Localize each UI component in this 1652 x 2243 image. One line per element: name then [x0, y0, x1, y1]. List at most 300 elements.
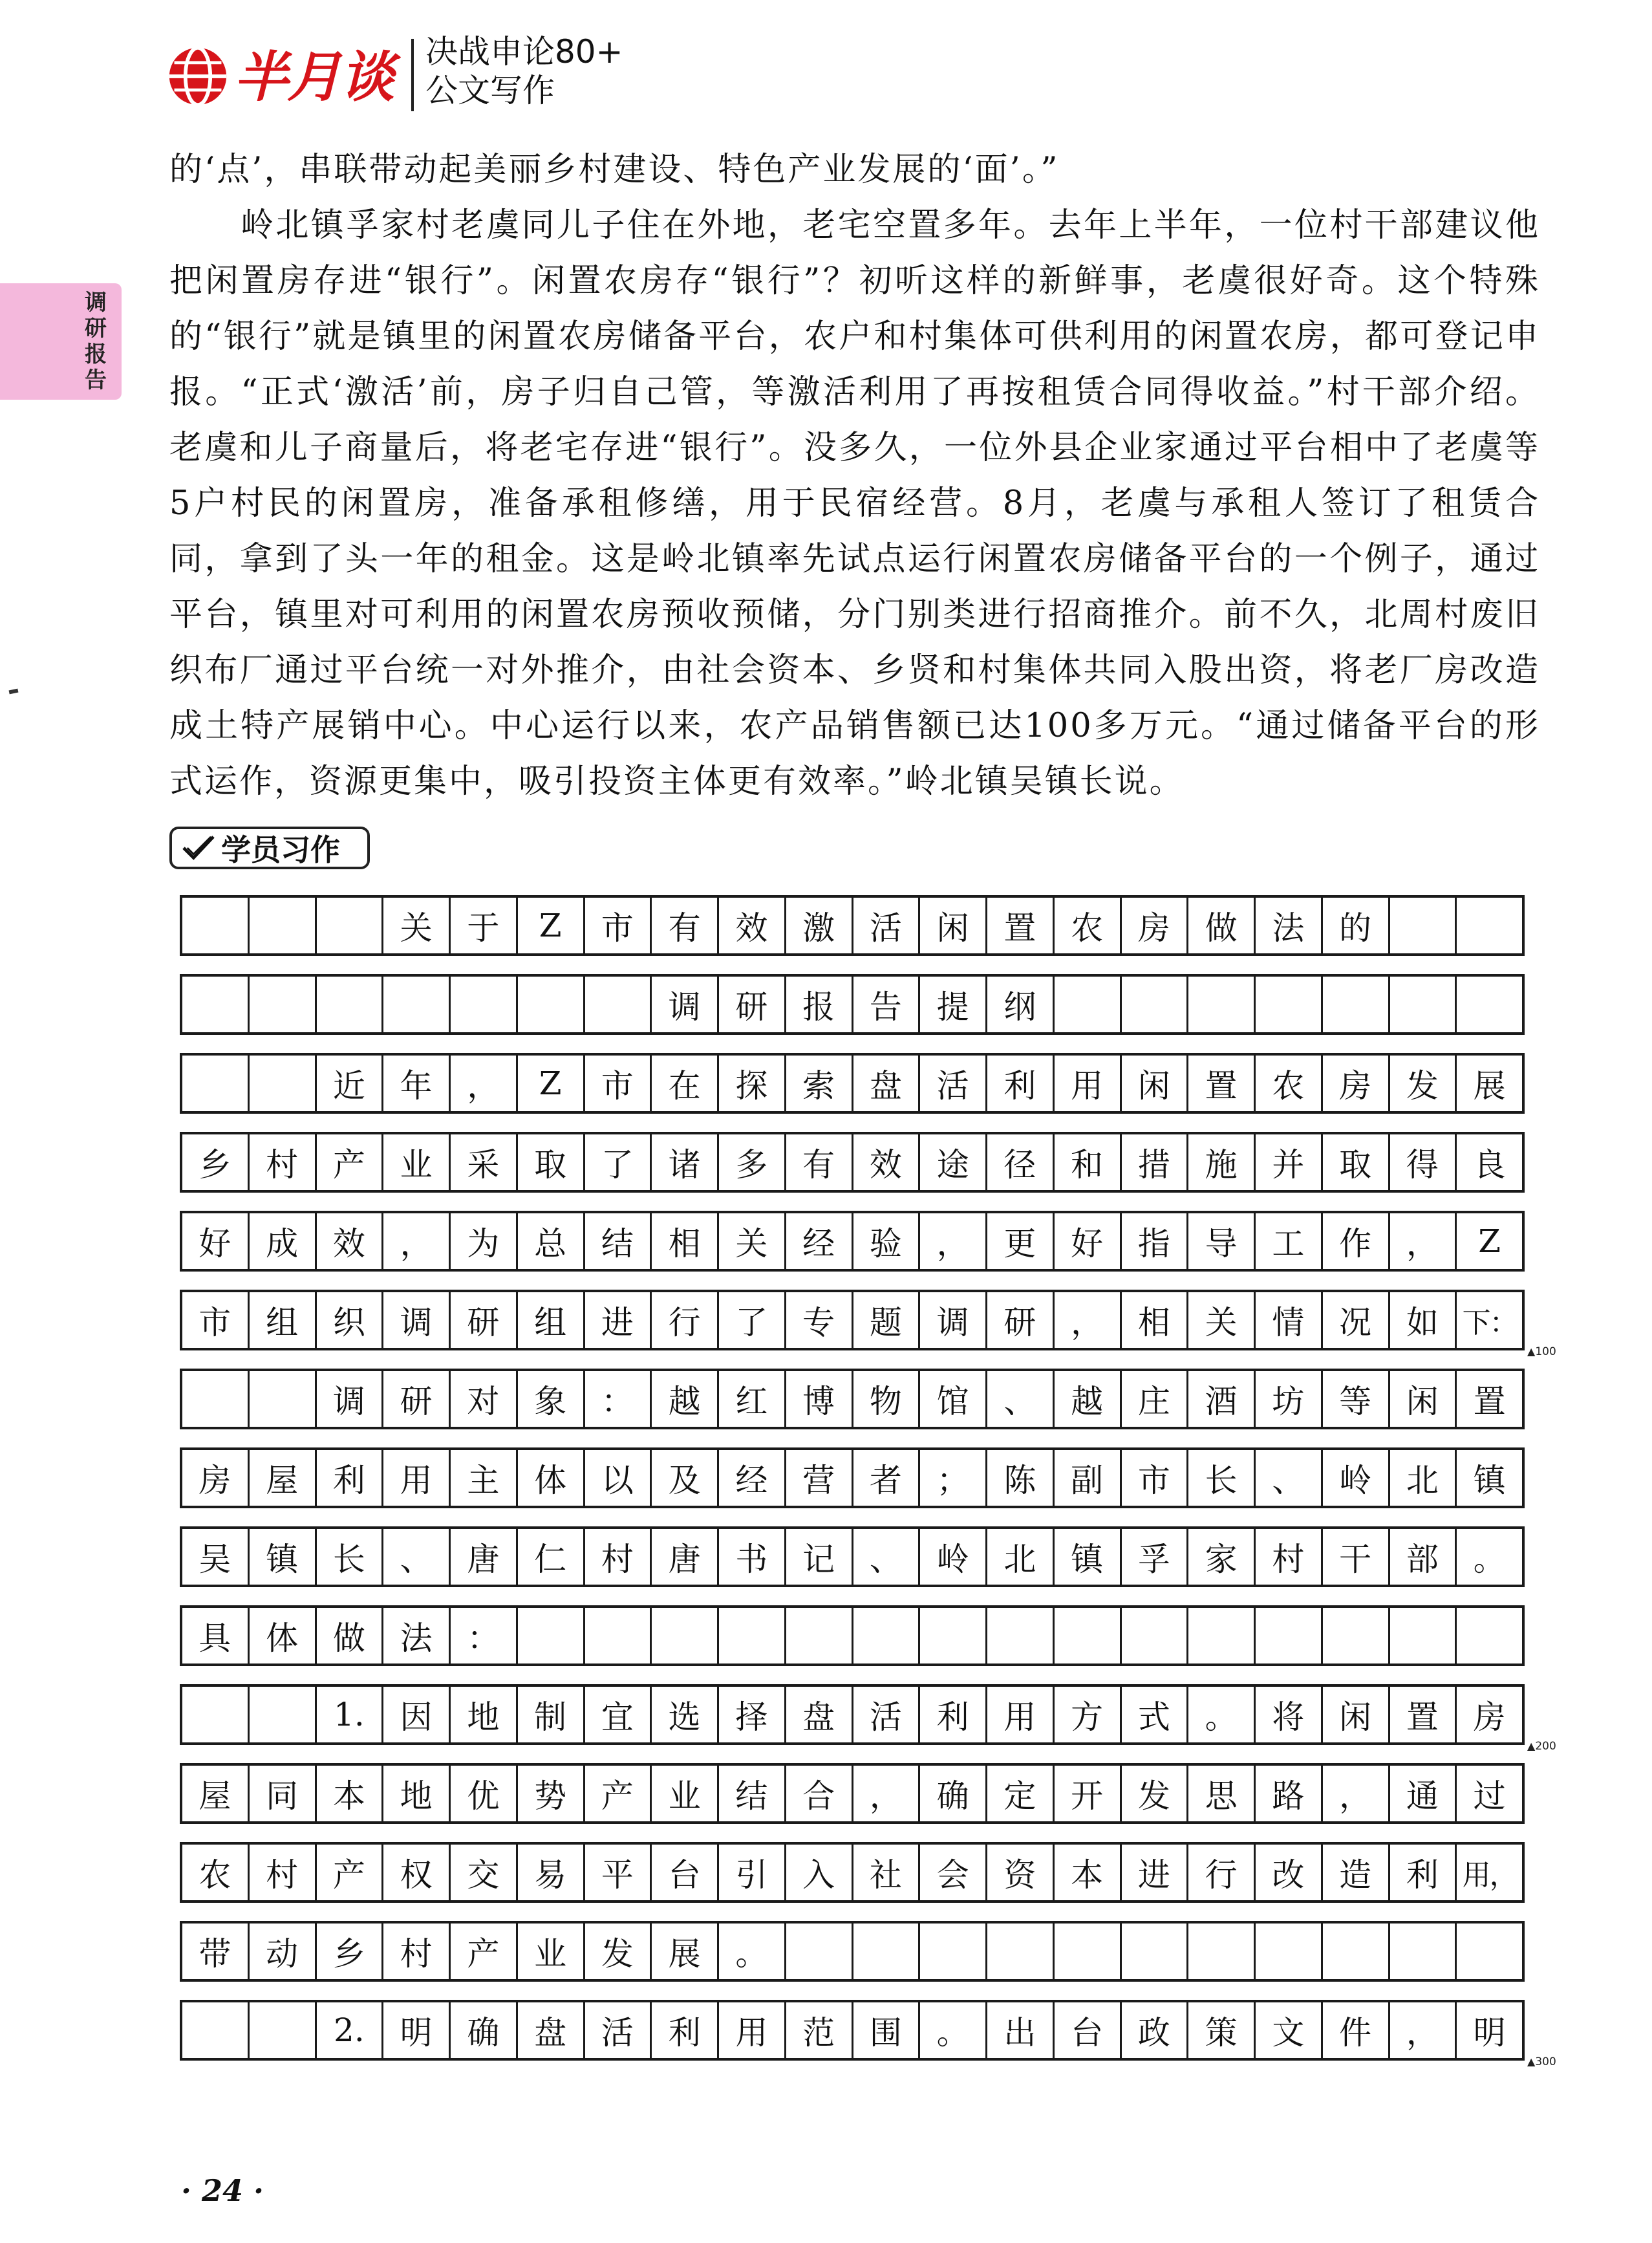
grid-cell: 体 — [518, 1450, 585, 1506]
grid-row — [180, 1526, 1525, 1587]
grid-row — [180, 1132, 1525, 1193]
grid-cell: 合 — [786, 1766, 853, 1821]
book-subtitle: 公文写作 — [425, 72, 555, 109]
grid-cell: 进 — [1122, 1845, 1189, 1900]
grid-cell — [1188, 977, 1256, 1032]
grid-cell: 定 — [987, 1766, 1055, 1821]
grid-cell: 有 — [652, 898, 719, 953]
word-count-marker: ▲100 — [1527, 1345, 1556, 1358]
header-divider — [411, 39, 414, 111]
grid-cell: 记 — [786, 1529, 853, 1585]
grid-cell: ； — [920, 1450, 987, 1506]
grid-cell — [1055, 977, 1122, 1032]
grid-cell — [1323, 977, 1390, 1032]
grid-cell: 用， — [1462, 1859, 1517, 1892]
grid-cell: 政 — [1122, 2002, 1189, 2058]
grid-cell — [182, 1056, 250, 1111]
grid-row — [180, 1447, 1525, 1508]
red-globe-logo-icon — [167, 45, 229, 107]
word-count-marker: ▲200 — [1527, 1740, 1556, 1753]
grid-cell: 业 — [383, 1134, 451, 1190]
grid-cell: 明 — [383, 2002, 451, 2058]
grid-cell — [987, 1608, 1055, 1663]
grid-cell: 下： — [1462, 1306, 1517, 1339]
grid-cell: 将 — [1256, 1687, 1323, 1742]
grid-cell: 择 — [719, 1687, 786, 1742]
grid-cell: 村 — [1256, 1529, 1323, 1585]
grid-cell: 势 — [518, 1766, 585, 1821]
page-number: · 24 · — [181, 2173, 264, 2208]
grid-cell: 围 — [853, 2002, 921, 2058]
grid-cell: 盘 — [853, 1056, 921, 1111]
grid-cell: 出 — [987, 2002, 1055, 2058]
grid-cell: 馆 — [920, 1371, 987, 1427]
grid-cell: 镇 — [1055, 1529, 1122, 1585]
grid-cell: 途 — [920, 1134, 987, 1190]
grid-cell — [1390, 1608, 1457, 1663]
grid-cell: 房 — [1323, 1056, 1390, 1111]
grid-cell: 置 — [987, 898, 1055, 953]
grid-cell: 关 — [1188, 1292, 1256, 1348]
grid-cell: 坊 — [1256, 1371, 1323, 1427]
grid-cell — [652, 1608, 719, 1663]
grid-cell: 入 — [786, 1845, 853, 1900]
grid-cell: 长 — [317, 1529, 384, 1585]
grid-cell: 成 — [250, 1213, 317, 1269]
grid-row — [180, 1211, 1525, 1272]
grid-cell: 房 — [182, 1450, 250, 1506]
grid-cell: 宜 — [585, 1687, 652, 1742]
grid-cell: 对 — [451, 1371, 518, 1427]
grid-cell: 经 — [719, 1450, 786, 1506]
grid-cell — [1323, 1608, 1390, 1663]
grid-cell: 镇 — [1473, 1462, 1506, 1499]
grid-cell: 发 — [1390, 1056, 1457, 1111]
grid-cell: 交 — [451, 1845, 518, 1900]
grid-cell: 工 — [1256, 1213, 1323, 1269]
grid-cell: 干 — [1323, 1529, 1390, 1585]
grid-cell: 范 — [786, 2002, 853, 2058]
grid-cell — [1188, 1608, 1256, 1663]
section-label-text: 学员习作 — [221, 832, 340, 867]
grid-cell: 思 — [1188, 1766, 1256, 1821]
grid-cell: 副 — [1055, 1450, 1122, 1506]
grid-cell: 用 — [987, 1687, 1055, 1742]
grid-cell: 唐 — [652, 1529, 719, 1585]
grid-cell: 书 — [719, 1529, 786, 1585]
grid-cell: 告 — [853, 977, 921, 1032]
grid-cell — [1055, 1608, 1122, 1663]
grid-cell: 吴 — [182, 1529, 250, 1585]
grid-cell: 导 — [1188, 1213, 1256, 1269]
grid-cell: 台 — [1055, 2002, 1122, 2058]
grid-cell: 专 — [786, 1292, 853, 1348]
grid-cell — [1390, 1923, 1457, 1979]
grid-cell: 有 — [786, 1134, 853, 1190]
grid-cell: 年 — [383, 1056, 451, 1111]
grid-cell: 如 — [1390, 1292, 1457, 1348]
grid-cell: 采 — [451, 1134, 518, 1190]
grid-cell: 多 — [719, 1134, 786, 1190]
grid-cell: 活 — [853, 898, 921, 953]
grid-cell — [182, 2002, 250, 2058]
grid-cell: 仁 — [518, 1529, 585, 1585]
grid-cell: 更 — [987, 1213, 1055, 1269]
grid-cell: 体 — [250, 1608, 317, 1663]
grid-cell: 动 — [250, 1923, 317, 1979]
grid-cell: 良 — [1473, 1146, 1506, 1184]
grid-cell — [1390, 977, 1457, 1032]
grid-cell: 部 — [1390, 1529, 1457, 1585]
grid-cell — [182, 977, 250, 1032]
grid-cell: 闲 — [1390, 1371, 1457, 1427]
grid-cell: 产 — [317, 1845, 384, 1900]
grid-cell: 确 — [451, 2002, 518, 2058]
grid-cell: 农 — [1256, 1056, 1323, 1111]
grid-cell: 总 — [518, 1213, 585, 1269]
check-icon — [180, 833, 217, 863]
grid-cell: 会 — [920, 1845, 987, 1900]
grid-cell — [585, 1608, 652, 1663]
grid-cell: 置 — [1188, 1056, 1256, 1111]
grid-cell: 因 — [383, 1687, 451, 1742]
grid-cell — [1457, 898, 1522, 953]
grid-cell — [451, 977, 518, 1032]
grid-cell: 于 — [451, 898, 518, 953]
grid-cell: 提 — [920, 977, 987, 1032]
grid-cell — [1256, 1608, 1323, 1663]
grid-cell — [1188, 1923, 1256, 1979]
grid-row — [180, 1053, 1525, 1114]
article-paragraph: 岭北镇孚家村老虞同儿子住在外地，老宅空置多年。去年上半年，一位村干部建议他把闲置房存进“银行”。闲置农房存“银行”？初听这样的新鲜事，老虞很好奇。这个特殊的“银行”就是镇里的闲置农房储备平台，农户和村集体可供利用的闲置农房，都可登记申报。“正式‘激活’前，房子归自己管，等激活利用了再按租赁合同得收益。”村干部介绍。老虞和儿子商量后，将老宅存进“银行”。没多久，一位外县企业家通过平台相中了老虞等5户村民的闲置房，准备承租修缮，用于民宿经营。8月，老虞与承租人签订了租赁合同，拿到了头一年的租金。这是岭北镇率先试点运行闲置农房储备平台的一个例子，通过平台，镇里对可利用的闲置农房预收预储，分门别类进行招商推介。前不久，北周村废旧织布厂通过平台统一对外推介，由社会资本、乡贤和村集体共同入股出资，将老厂房改造成土特产展销中心。中心运行以来，农产品销售额已达100多万元。“通过储备平台的形式运作，资源更集中，吸引投资主体更有效率。”岭北镇吴镇长说。 — [169, 206, 1540, 801]
grid-cell — [250, 1371, 317, 1427]
grid-cell: 本 — [317, 1766, 384, 1821]
grid-cell: 制 — [518, 1687, 585, 1742]
grid-cell: 调 — [920, 1292, 987, 1348]
grid-cell: 本 — [1055, 1845, 1122, 1900]
grid-cell: 结 — [585, 1213, 652, 1269]
grid-cell — [920, 1923, 987, 1979]
grid-cell: 市 — [585, 1056, 652, 1111]
grid-cell: 。 — [1473, 1541, 1506, 1578]
grid-cell: 选 — [652, 1687, 719, 1742]
word-count-value: 100 — [1535, 1345, 1556, 1358]
grid-cell: 岭 — [920, 1529, 987, 1585]
grid-cell: 产 — [451, 1923, 518, 1979]
grid-cell: 产 — [585, 1766, 652, 1821]
grid-cell: ： — [451, 1608, 518, 1663]
grid-cell — [853, 1608, 921, 1663]
grid-cell: 通 — [1390, 1766, 1457, 1821]
grid-cell — [1256, 1923, 1323, 1979]
grid-cell: 。 — [719, 1923, 786, 1979]
grid-cell: 指 — [1122, 1213, 1189, 1269]
grid-cell: 好 — [182, 1213, 250, 1269]
grid-cell: 镇 — [250, 1529, 317, 1585]
grid-cell: 盘 — [518, 2002, 585, 2058]
grid-cell: 活 — [585, 2002, 652, 2058]
grid-cell — [1390, 898, 1457, 953]
grid-cell: 2. — [317, 2002, 384, 2058]
grid-cell: 产 — [317, 1134, 384, 1190]
grid-cell: 发 — [1122, 1766, 1189, 1821]
grid-cell: 乡 — [182, 1134, 250, 1190]
grid-cell: ， — [1323, 1766, 1390, 1821]
grid-cell: 了 — [585, 1134, 652, 1190]
grid-cell — [1457, 977, 1522, 1032]
grid-cell: 组 — [518, 1292, 585, 1348]
grid-cell: 村 — [585, 1529, 652, 1585]
grid-cell: 红 — [719, 1371, 786, 1427]
grid-cell — [1122, 1608, 1189, 1663]
grid-cell: 相 — [1122, 1292, 1189, 1348]
grid-cell: 发 — [585, 1923, 652, 1979]
chapter-side-tab-label: 调研报告 — [85, 290, 107, 393]
grid-cell: 博 — [786, 1371, 853, 1427]
book-title: 决战申论80+ — [425, 33, 623, 70]
grid-cell: Z — [518, 1056, 585, 1111]
grid-cell: ： — [585, 1371, 652, 1427]
grid-cell: 用 — [1055, 1056, 1122, 1111]
word-count-value: 200 — [1535, 1740, 1556, 1753]
grid-cell: 经 — [786, 1213, 853, 1269]
grid-cell: 好 — [1055, 1213, 1122, 1269]
grid-row — [180, 1369, 1525, 1429]
grid-cell — [1256, 977, 1323, 1032]
article-paragraph: 的‘点’，串联带动起美丽乡村建设、特色产业发展的‘面’。” — [169, 151, 1060, 189]
grid-cell: Z — [1478, 1222, 1501, 1260]
grid-cell: 结 — [719, 1766, 786, 1821]
grid-cell — [585, 977, 652, 1032]
grid-cell: 越 — [1055, 1371, 1122, 1427]
grid-cell: 报 — [786, 977, 853, 1032]
grid-cell — [786, 1923, 853, 1979]
grid-cell: 酒 — [1188, 1371, 1256, 1427]
grid-row — [180, 895, 1525, 956]
grid-cell: ， — [1055, 1292, 1122, 1348]
grid-cell: 房 — [1473, 1698, 1506, 1736]
grid-cell: 权 — [383, 1845, 451, 1900]
article-body — [169, 142, 1540, 810]
grid-cell: ， — [383, 1213, 451, 1269]
grid-cell: 题 — [853, 1292, 921, 1348]
margin-mark — [9, 689, 19, 695]
grid-cell: 展 — [1473, 1067, 1506, 1105]
grid-cell: 乡 — [317, 1923, 384, 1979]
grid-cell: 市 — [585, 898, 652, 953]
grid-cell: 庄 — [1122, 1371, 1189, 1427]
grid-cell: 展 — [652, 1923, 719, 1979]
grid-cell: 探 — [719, 1056, 786, 1111]
grid-cell — [1122, 977, 1189, 1032]
grid-cell: 织 — [317, 1292, 384, 1348]
word-count-marker: ▲300 — [1527, 2055, 1556, 2068]
grid-cell: 了 — [719, 1292, 786, 1348]
grid-cell: 进 — [585, 1292, 652, 1348]
grid-cell: 策 — [1188, 2002, 1256, 2058]
grid-cell: 利 — [652, 2002, 719, 2058]
grid-cell: 研 — [451, 1292, 518, 1348]
grid-cell: 利 — [920, 1687, 987, 1742]
grid-cell: 唐 — [451, 1529, 518, 1585]
grid-cell — [1457, 1608, 1522, 1663]
grid-cell: 文 — [1256, 2002, 1323, 2058]
grid-cell — [853, 1923, 921, 1979]
grid-cell: 闲 — [1122, 1056, 1189, 1111]
grid-cell: 陈 — [987, 1450, 1055, 1506]
grid-cell: 置 — [1390, 1687, 1457, 1742]
grid-cell: 纲 — [987, 977, 1055, 1032]
grid-cell: 村 — [250, 1845, 317, 1900]
grid-cell: ， — [853, 1766, 921, 1821]
grid-cell: 方 — [1055, 1687, 1122, 1742]
grid-cell: 件 — [1323, 2002, 1390, 2058]
grid-cell — [1122, 1923, 1189, 1979]
grid-cell: 屋 — [182, 1766, 250, 1821]
grid-cell: 营 — [786, 1450, 853, 1506]
grid-cell: ， — [451, 1056, 518, 1111]
grid-cell: 地 — [451, 1687, 518, 1742]
grid-cell: 农 — [1055, 898, 1122, 953]
grid-row — [180, 1763, 1525, 1824]
grid-cell — [182, 1687, 250, 1742]
grid-cell — [719, 1608, 786, 1663]
grid-cell: 施 — [1188, 1134, 1256, 1190]
grid-cell: 情 — [1256, 1292, 1323, 1348]
grid-cell: 效 — [853, 1134, 921, 1190]
grid-cell: 等 — [1323, 1371, 1390, 1427]
grid-row — [180, 1842, 1525, 1903]
grid-cell: 置 — [1473, 1383, 1506, 1420]
grid-cell: 带 — [182, 1923, 250, 1979]
grid-cell: 、 — [853, 1529, 921, 1585]
grid-cell — [317, 898, 384, 953]
grid-cell: 市 — [182, 1292, 250, 1348]
grid-cell: 活 — [920, 1056, 987, 1111]
grid-cell: 业 — [518, 1923, 585, 1979]
grid-row — [180, 1921, 1525, 1982]
grid-row — [180, 1290, 1525, 1350]
grid-cell: 造 — [1323, 1845, 1390, 1900]
grid-cell: 及 — [652, 1450, 719, 1506]
grid-cell: 活 — [853, 1687, 921, 1742]
grid-cell: 家 — [1188, 1529, 1256, 1585]
grid-cell: 况 — [1323, 1292, 1390, 1348]
grid-cell: 利 — [1390, 1845, 1457, 1900]
grid-cell: 村 — [250, 1134, 317, 1190]
grid-cell: 。 — [920, 2002, 987, 2058]
grid-cell — [987, 1923, 1055, 1979]
brand-name: 半月谈 — [234, 45, 394, 109]
grid-cell — [920, 1608, 987, 1663]
grid-cell: 调 — [652, 977, 719, 1032]
grid-cell: 房 — [1122, 898, 1189, 953]
grid-cell: 验 — [853, 1213, 921, 1269]
grid-cell: 具 — [182, 1608, 250, 1663]
grid-cell: 利 — [317, 1450, 384, 1506]
grid-cell: 并 — [1256, 1134, 1323, 1190]
grid-cell: ， — [1390, 2002, 1457, 2058]
grid-cell: 主 — [451, 1450, 518, 1506]
grid-cell — [182, 898, 250, 953]
grid-cell: 法 — [383, 1608, 451, 1663]
grid-cell: 效 — [719, 898, 786, 953]
grid-cell: 易 — [518, 1845, 585, 1900]
grid-cell: 象 — [518, 1371, 585, 1427]
grid-cell: 长 — [1188, 1450, 1256, 1506]
grid-cell: 激 — [786, 898, 853, 953]
grid-cell: 式 — [1122, 1687, 1189, 1742]
grid-cell: 闲 — [920, 898, 987, 953]
grid-cell: 法 — [1256, 898, 1323, 953]
grid-row — [180, 2000, 1525, 2061]
grid-cell: 取 — [518, 1134, 585, 1190]
grid-cell — [518, 977, 585, 1032]
grid-cell: 同 — [250, 1766, 317, 1821]
grid-cell: 盘 — [786, 1687, 853, 1742]
grid-cell: 用 — [383, 1450, 451, 1506]
grid-row — [180, 974, 1525, 1035]
grid-cell: 在 — [652, 1056, 719, 1111]
grid-cell — [1055, 1923, 1122, 1979]
grid-cell: 做 — [1188, 898, 1256, 953]
grid-cell: 优 — [451, 1766, 518, 1821]
grid-cell: 研 — [383, 1371, 451, 1427]
grid-cell: 用 — [719, 2002, 786, 2058]
grid-cell: 措 — [1122, 1134, 1189, 1190]
section-label — [169, 827, 370, 869]
grid-cell: 明 — [1473, 2014, 1506, 2052]
grid-cell — [1457, 1923, 1522, 1979]
grid-cell: 研 — [719, 977, 786, 1032]
grid-cell: 做 — [317, 1608, 384, 1663]
grid-cell: 。 — [1188, 1687, 1256, 1742]
grid-cell: 调 — [317, 1371, 384, 1427]
grid-cell: 地 — [383, 1766, 451, 1821]
grid-cell: 相 — [652, 1213, 719, 1269]
grid-cell: 调 — [383, 1292, 451, 1348]
grid-cell: 孚 — [1122, 1529, 1189, 1585]
grid-cell: ， — [1390, 1213, 1457, 1269]
grid-cell: 和 — [1055, 1134, 1122, 1190]
grid-cell: 引 — [719, 1845, 786, 1900]
grid-cell: 1. — [317, 1687, 384, 1742]
grid-cell — [250, 1687, 317, 1742]
grid-cell: 、 — [987, 1371, 1055, 1427]
manuscript-grid — [180, 895, 1525, 2079]
grid-cell: 过 — [1473, 1777, 1506, 1815]
grid-cell: ， — [920, 1213, 987, 1269]
grid-cell — [250, 898, 317, 953]
grid-cell: 北 — [1390, 1450, 1457, 1506]
grid-cell: 路 — [1256, 1766, 1323, 1821]
grid-cell — [518, 1608, 585, 1663]
grid-cell: 村 — [383, 1923, 451, 1979]
grid-cell — [182, 1371, 250, 1427]
grid-cell: 社 — [853, 1845, 921, 1900]
grid-cell: 径 — [987, 1134, 1055, 1190]
grid-cell — [786, 1608, 853, 1663]
grid-cell: 、 — [1256, 1450, 1323, 1506]
grid-cell: 效 — [317, 1213, 384, 1269]
grid-cell: 得 — [1390, 1134, 1457, 1190]
grid-cell: 利 — [987, 1056, 1055, 1111]
grid-cell: 研 — [987, 1292, 1055, 1348]
grid-cell: 农 — [182, 1845, 250, 1900]
grid-cell: 作 — [1323, 1213, 1390, 1269]
grid-cell: 行 — [652, 1292, 719, 1348]
grid-cell: 业 — [652, 1766, 719, 1821]
